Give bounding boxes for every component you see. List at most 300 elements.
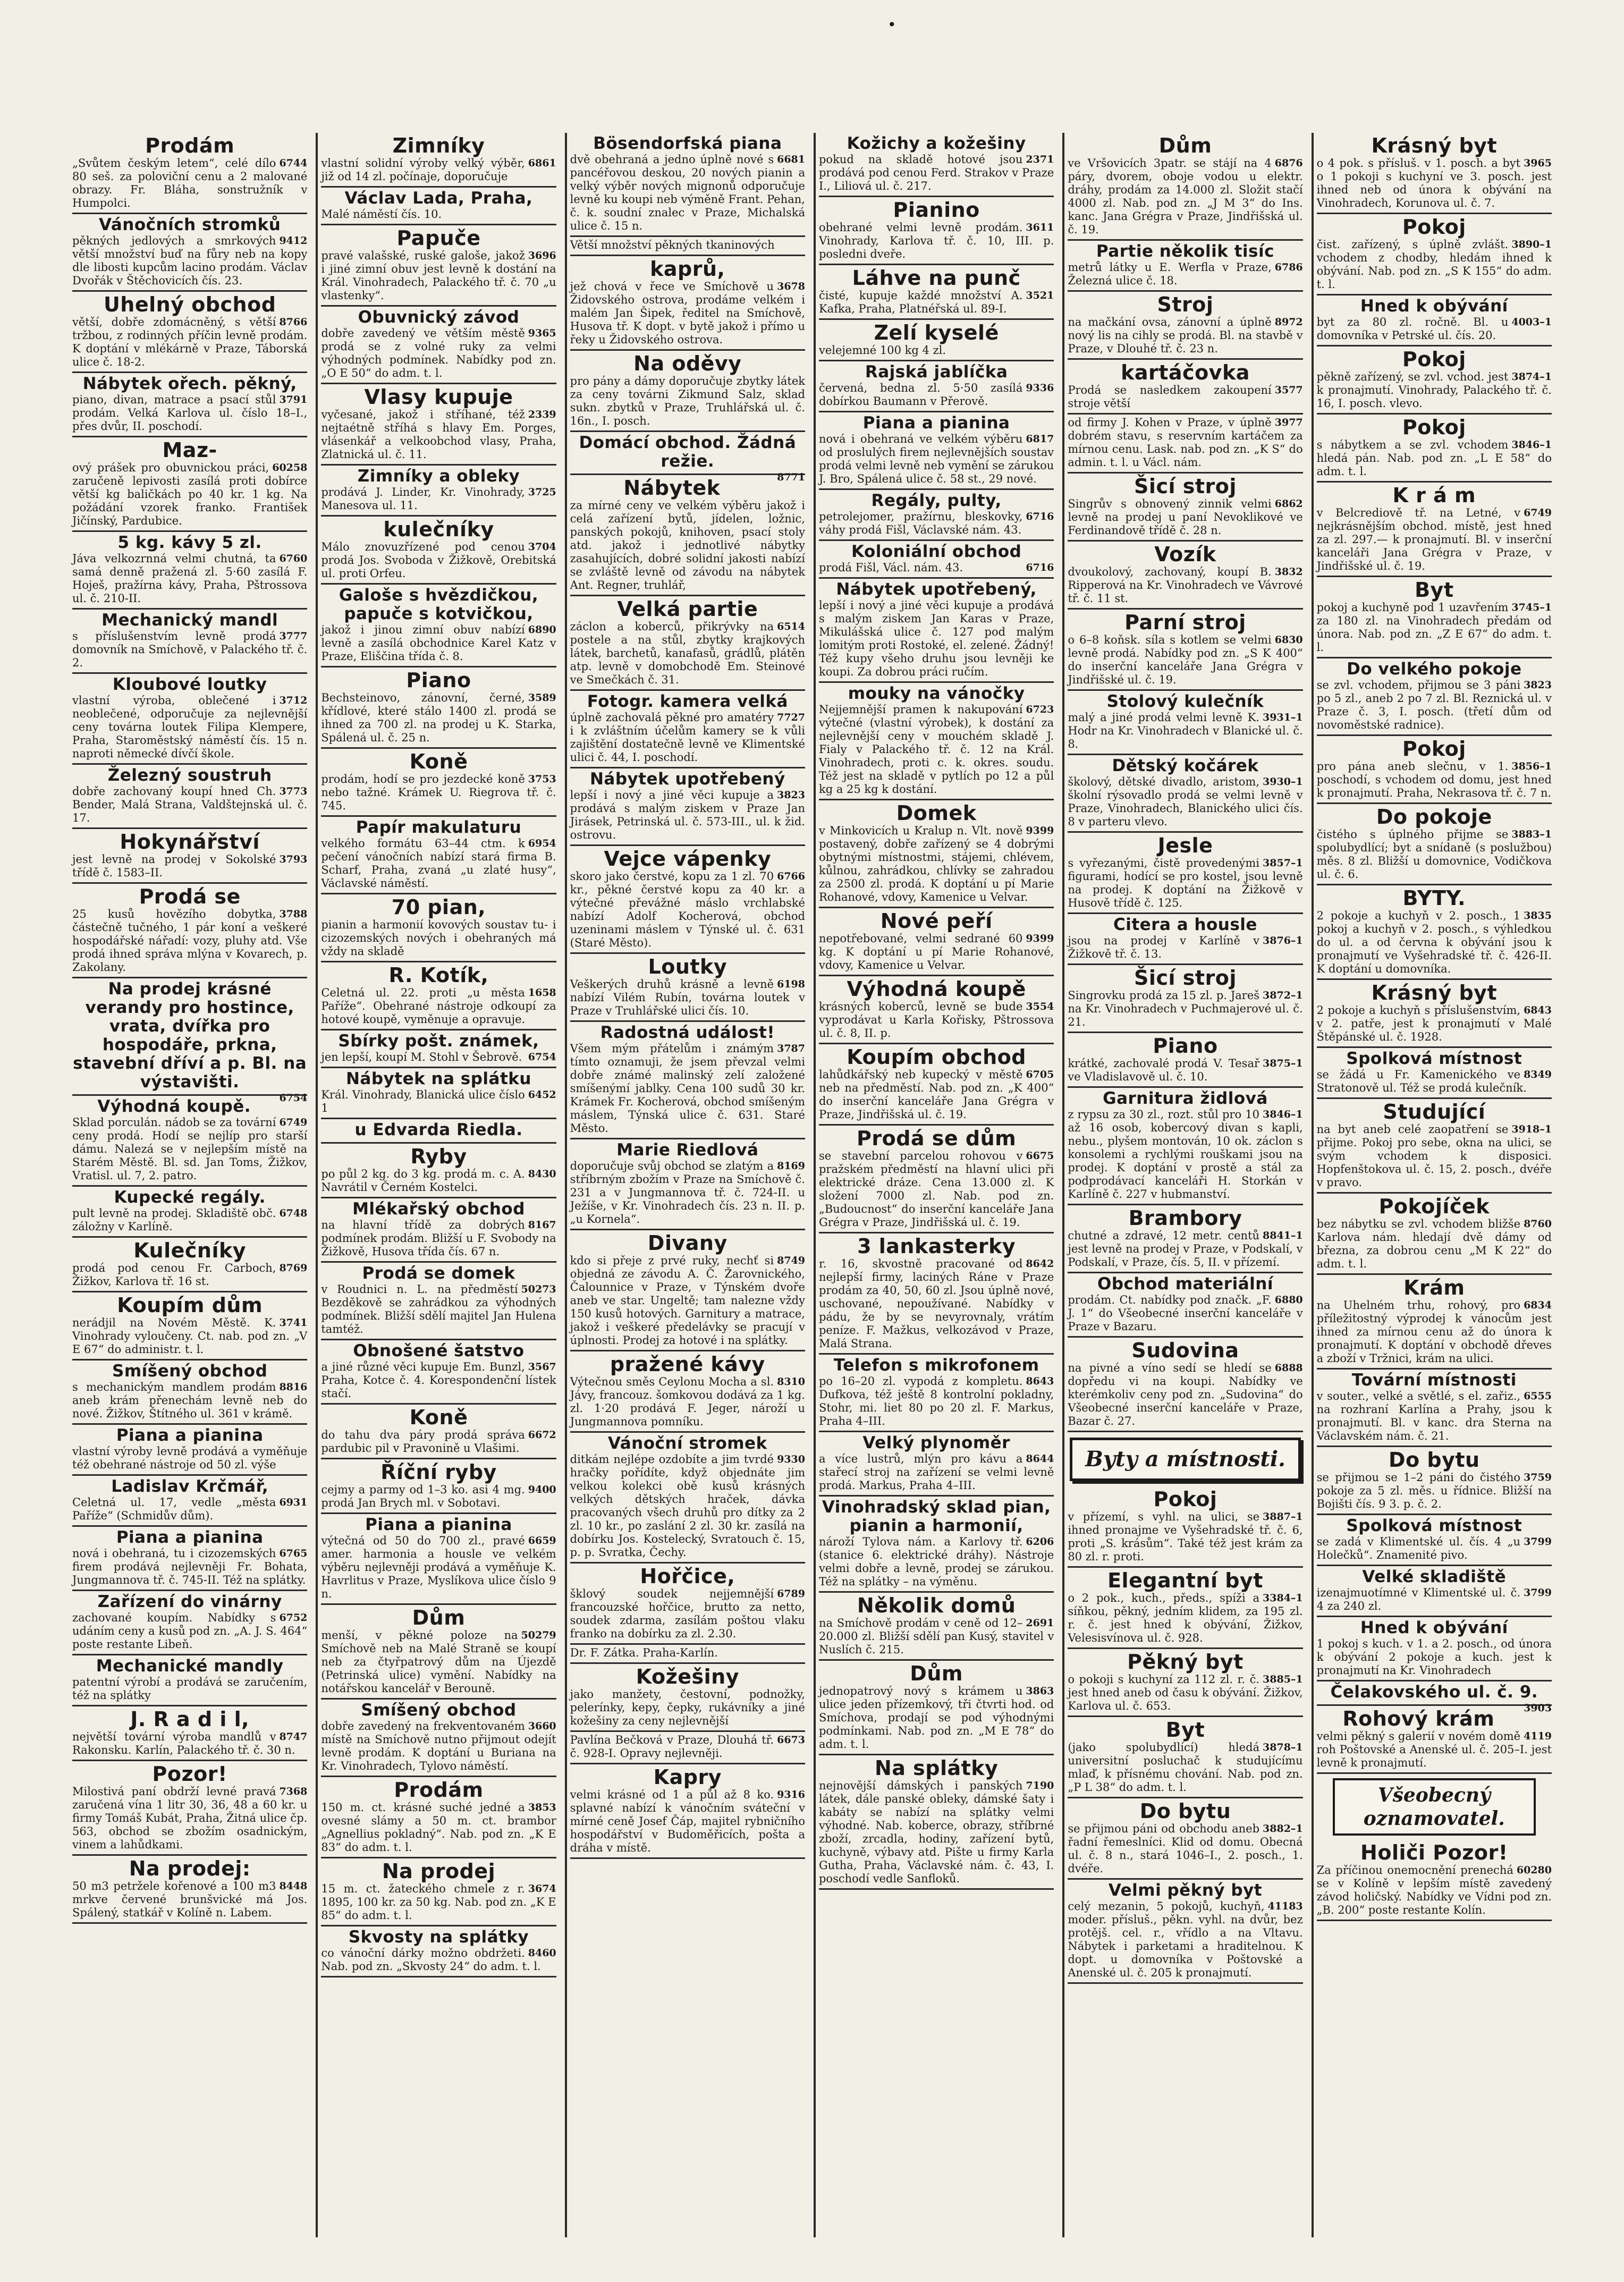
ad-body: Málo znovuzřízené pod cenou prodá Jos. Svoboda v Žižkově, Orebitská ul. proti Orfeu. bbox=[321, 540, 556, 580]
ad-body-paragraph bbox=[819, 932, 1054, 972]
ad-heading: Rajská jablíčka bbox=[865, 362, 1008, 382]
ad-body: 15 m. ct. žateckého chmele z r. 1895, 100 kr. za 50 kg. Nab. pod zn. „K E 85“ do adm. t. l. bbox=[321, 1882, 556, 1922]
classified-ad bbox=[1068, 1568, 1302, 1649]
classified-ad bbox=[819, 197, 1054, 265]
ad-body: Výtečnou směs Ceylonu Mocha a sl. Jávy, francouz. šomkovou dodává za 1 kg. zl. 1·20 prodává F. Jeger, nároží u Jungmannova pomníku. bbox=[570, 1375, 805, 1428]
ad-reference-number: 3977 bbox=[1274, 417, 1303, 428]
classified-ad bbox=[72, 765, 307, 829]
column-6 bbox=[1312, 133, 1555, 2237]
ad-reference-number: 3823 bbox=[777, 789, 805, 801]
ad-body: jest levně na prodej v Sokolské třídě č. 1583–II. bbox=[72, 853, 276, 879]
classified-ad bbox=[1068, 241, 1302, 292]
ad-heading: Piano bbox=[406, 669, 471, 692]
classified-ad bbox=[72, 978, 308, 1104]
ad-reference-number: 3890–1 bbox=[1511, 239, 1552, 250]
column-3 bbox=[565, 133, 808, 2237]
page-mark: • bbox=[887, 16, 896, 33]
classified-ad bbox=[72, 610, 307, 674]
ad-body: čist. zařízený, s úplně zvlášt. vchodem z chodby, hledám ihned k obývání. Nab. pod zn. „S K 155“ do adm. t. l. bbox=[1316, 238, 1552, 291]
classified-ad bbox=[72, 1527, 307, 1591]
ad-heading: Vejce vápenky bbox=[604, 847, 772, 870]
ad-body: na hlavní třídě za dobrých podmínek prodám. Bližší u F. Svobody na Žižkově, Husova třída čís. 67 n. bbox=[321, 1219, 556, 1258]
ad-body-paragraph bbox=[72, 853, 307, 880]
ad-reference-number: 8643 bbox=[1026, 1375, 1054, 1387]
classified-ad bbox=[1317, 736, 1552, 804]
ad-heading: Do bytu bbox=[1389, 1448, 1480, 1472]
classified-ad bbox=[1068, 360, 1302, 415]
classified-ad bbox=[570, 1351, 805, 1433]
ad-body-paragraph bbox=[1068, 1822, 1302, 1875]
ad-heading: Brambory bbox=[1128, 1206, 1242, 1230]
ad-reference-number: 2371 bbox=[1026, 154, 1054, 165]
classified-ad bbox=[570, 237, 805, 256]
ad-body: jež chová v řece ve Smíchově u Židovského ostrova, prodáme velkém i malém Jan Šipek, ředitel na Smíchově, Husova tř. K dopt. v bytě jakož i přímo u řeky u Židovského ostrova. bbox=[570, 280, 805, 346]
ad-body-paragraph bbox=[570, 153, 805, 233]
classified-ad bbox=[1317, 1706, 1552, 1774]
section-banner-byty: Byty a místnosti. bbox=[1070, 1438, 1300, 1481]
classified-ad bbox=[819, 490, 1054, 541]
ad-heading: Nábytek bbox=[623, 476, 721, 500]
ad-body: se přijmou se 1–2 páni do čistého pokoje za 5 zl. měs. u řídnice. Bližší na Bojišti čís. 9 3. p. č. 2. bbox=[1316, 1471, 1552, 1510]
column-2 bbox=[316, 133, 559, 2237]
classified-ad bbox=[1317, 133, 1552, 214]
ad-body-paragraph bbox=[1317, 1123, 1552, 1189]
ad-heading: Několik domů bbox=[857, 1594, 1016, 1617]
ad-reference-number: 6789 bbox=[777, 1588, 805, 1600]
ad-body: 2 pokoje a kuchyň v 2. posch., 1 pokoj a kuchyň v 2. posch., s výhledkou do ul. a od června k obývání jsou k pronajmutí ve Vyšehradské tř. č. 426-II. K doptání u domovníka. bbox=[1316, 909, 1552, 975]
ad-body-paragraph bbox=[321, 1429, 556, 1455]
classified-ad bbox=[1068, 965, 1302, 1033]
ad-body: červená, bedna zl. 5·50 zasílá dobírkou Baumann v Přerově. bbox=[818, 382, 1023, 408]
ad-body-paragraph bbox=[1068, 633, 1302, 687]
classified-ad bbox=[321, 225, 556, 307]
ad-reference-number: 3577 bbox=[1274, 384, 1303, 396]
ad-heading: Tovární místnosti bbox=[1351, 1371, 1517, 1390]
classified-ad bbox=[1068, 415, 1302, 474]
classified-ad bbox=[1068, 1033, 1302, 1088]
ad-heading: Nábytek na splátku bbox=[345, 1069, 531, 1088]
ad-body: úplně zachovalá pěkné pro amatéry i k zvláštním účelům kamery se k vůli zajištění dostatečně levně ve Klimentské ulici č. 44, I. poschodí. bbox=[570, 711, 805, 764]
ad-body-paragraph bbox=[819, 1068, 1054, 1121]
ad-reference-number: 8167 bbox=[528, 1219, 556, 1231]
ad-reference-number: 3777 bbox=[279, 630, 308, 642]
ad-heading: Obuvnický závod bbox=[358, 308, 520, 327]
ad-body-paragraph bbox=[321, 540, 556, 580]
classified-ad bbox=[321, 1700, 556, 1777]
ad-body: o 6–8 koňsk. síla s kotlem se velmi levně prodá. Nabídky pod zn. „S K 400“ do inserční kanceláře Jana Grégra v Jindřišské ul. č. 19. bbox=[1068, 633, 1303, 686]
ad-reference-number: 6675 bbox=[1026, 1150, 1054, 1162]
ad-reference-number: 8760 bbox=[1524, 1218, 1552, 1230]
ad-reference-number: 6673 bbox=[777, 1734, 805, 1746]
ad-reference-number: 3787 bbox=[777, 1043, 805, 1054]
ad-body-paragraph bbox=[1068, 1741, 1302, 1794]
ad-reference-number: 6843 bbox=[1524, 1004, 1552, 1016]
ad-reference-number: 6766 bbox=[777, 870, 805, 882]
ad-heading: Šicí stroj bbox=[1134, 475, 1237, 498]
ad-body-paragraph bbox=[72, 1785, 307, 1852]
ad-body-paragraph bbox=[819, 221, 1054, 261]
ad-heading: Šicí stroj bbox=[1134, 966, 1237, 990]
ad-body-paragraph bbox=[1317, 1004, 1552, 1044]
ad-heading: Nábytek upotřebený bbox=[589, 770, 785, 789]
ad-heading: Stroj bbox=[1157, 293, 1214, 316]
classified-ad bbox=[819, 361, 1054, 412]
classified-ad bbox=[819, 908, 1054, 976]
ad-heading: Vánoční stromek bbox=[607, 1434, 767, 1453]
classified-ad bbox=[1317, 346, 1552, 415]
ad-heading: Citera a housle bbox=[1113, 915, 1257, 934]
ad-heading: Ladislav Krčmář, bbox=[111, 1477, 269, 1496]
ad-body-paragraph bbox=[321, 1801, 556, 1854]
ad-reference-number: 60280 bbox=[1516, 1864, 1552, 1876]
ad-body-paragraph bbox=[1317, 828, 1552, 881]
ad-reference-number: 3883–1 bbox=[1511, 829, 1552, 840]
ad-heading: Pokojíček bbox=[1378, 1195, 1490, 1218]
classified-ad bbox=[72, 1655, 307, 1706]
ad-body-paragraph bbox=[1317, 1730, 1552, 1770]
ad-heading: Hned k obývání bbox=[1360, 1618, 1508, 1637]
ad-body-paragraph bbox=[72, 1496, 307, 1523]
ad-heading: Uhelný obchod bbox=[103, 293, 276, 316]
ad-body-paragraph bbox=[321, 1168, 556, 1194]
ad-heading: Pokoj bbox=[1402, 348, 1466, 371]
ad-reference-number: 3872–1 bbox=[1263, 990, 1303, 1001]
classified-ad bbox=[1068, 474, 1302, 542]
ad-heading: Domek bbox=[896, 801, 977, 825]
ad-body-paragraph bbox=[1068, 1294, 1302, 1333]
ad-body: na pivné a víno sedí se hledí se dopředu vi na koupi. Nabídky ve kterémkoliv ceny pod zn. „Sudovina“ do Všeobecné inserční kanceláře v Praze, Bazar č. 27. bbox=[1068, 1362, 1303, 1427]
classified-ad bbox=[570, 1664, 805, 1732]
ad-body: nová i obehraná ve velkém výběru od proslulých firem nejlevnějších soustav prodá velmi levně neb vymění se zárukou J. Bro, Spálená ulice č. 58 st., 29 nové. bbox=[818, 433, 1054, 485]
classified-ad bbox=[819, 579, 1054, 683]
ad-reference-number: 9400 bbox=[528, 1484, 556, 1495]
ad-body-paragraph bbox=[72, 694, 307, 760]
ad-body-paragraph bbox=[819, 433, 1054, 486]
ad-reference-number: 6748 bbox=[279, 1207, 308, 1219]
ad-reference-number: 3875–1 bbox=[1263, 1058, 1303, 1069]
ad-reference-number: 6749 bbox=[279, 1117, 308, 1128]
ad-body: v Roudnici n. L. na předměstí Bezděkově se zahrádkou za výhodných podmínek. Bližší sdělí majitel Jan Hulena tamtéž. bbox=[321, 1283, 556, 1336]
classified-ad bbox=[72, 1591, 307, 1655]
ad-body: „Svůtem českým letem“, celé dílo 80 seš. za poloviční cenu a 2 malované obrazy. Fr. Bláha, sonstružník v Humpolci. bbox=[72, 157, 308, 209]
ad-body-paragraph bbox=[321, 1882, 556, 1922]
classified-ad bbox=[321, 307, 556, 384]
ad-body: ve Vršovicích 3patr. se stájí na 4 páry, dvorem, oboje vodou u elektr. dráhy, prodám za 14.000 zl. Složit stačí 4000 zl. Nab. pod zn. „J M 3“ do Ins. kanc. Jana Grégra v Praze, Jindřišská ul. č. 19. bbox=[1068, 157, 1303, 236]
ad-body-paragraph bbox=[321, 1483, 556, 1510]
ad-reference-number: 3745–1 bbox=[1511, 602, 1552, 613]
ad-body: pravé valašské, ruské galoše, jakož i jiné zimní obuv jest levně k dostání na Král. Vinohradech, Palackého tř. č. 70 „u vlastenky“. bbox=[321, 249, 556, 302]
ad-body: prodá Fišl, Václ. nám. 43. bbox=[818, 561, 963, 574]
classified-ad bbox=[321, 1926, 556, 1977]
ad-reference-number: 9316 bbox=[777, 1789, 805, 1801]
ad-reference-number: 3863 bbox=[1026, 1685, 1054, 1697]
ad-body: nerádjil na Novém Městě. K. Vinohrady vyloučeny. Ct. nab. pod zn. „V E 67“ do administr. t. l. bbox=[72, 1316, 308, 1356]
ad-body-paragraph bbox=[1317, 1390, 1552, 1443]
classified-ad bbox=[72, 1425, 307, 1476]
ad-body-paragraph bbox=[321, 918, 556, 958]
ad-reference-number: 3741 bbox=[279, 1317, 308, 1329]
ad-body-paragraph bbox=[819, 1617, 1054, 1656]
ad-body: kdo si přeje z prvé ruky, nechť si objedná ze závodu A. Č. Žarovnického, Čalounnice v Praze, v Týnském dvoře aneb ve star. Ungeltě; tam nalezne vždy 150 kusů hotových. Garnitury a matrace, jakož i veškeré předelávky se pracují v úplnosti. Prodej za hotové i na splátky. bbox=[570, 1254, 805, 1347]
ad-body-paragraph bbox=[1068, 497, 1302, 537]
classified-ad bbox=[72, 1856, 307, 1924]
ad-reference-number: 3554 bbox=[1026, 1001, 1054, 1012]
classified-ad bbox=[1317, 1840, 1552, 1921]
ad-body: prodám. Ct. nabídky pod značk. „F. J. 1“ do Všeobecné inserční kanceláře v Praze v Bazaru. bbox=[1068, 1294, 1303, 1333]
ad-body-paragraph bbox=[321, 986, 556, 1026]
ad-body: chutné a zdravé, 12 metr. centů jest levně na prodej v Praze, v Podskalí, v Podskalí, v Praze, čís. 5, II. v přízemí. bbox=[1068, 1229, 1303, 1269]
ad-reference-number: 9330 bbox=[777, 1453, 805, 1465]
classified-ad bbox=[321, 1030, 556, 1068]
ad-heading: Vlasy kupuje bbox=[364, 385, 513, 409]
ad-columns bbox=[69, 133, 1555, 2237]
ad-body-paragraph bbox=[72, 785, 307, 825]
column-1 bbox=[69, 133, 310, 2237]
ad-body-paragraph bbox=[1068, 1229, 1302, 1269]
ad-body: na mačkání ovsa, zánovní a úplně nový lis na cihly se prodá. Bl. na stavbě v Praze, v Dlouhé tř. č. 23 n. bbox=[1068, 316, 1303, 355]
ad-body: pro pána aneb slečnu, v 1. poschodí, s vchodem od domu, jest hned k pronajmutí. Praha, Nekrasova tř. č. 7 n. bbox=[1316, 760, 1552, 799]
ad-body: nová i obehraná, tu i cizozemských firem prodává nejlevněji Fr. Bohata, Jungmannova tř. č. 745-II. Též na splátky. bbox=[72, 1547, 308, 1586]
ad-reference-number: 3793 bbox=[279, 853, 308, 865]
ad-reference-number: 8310 bbox=[777, 1376, 805, 1388]
ad-body: co vánoční dárky možno obdržeti. Nab. pod zn. „Skvosty 24“ do adm. t. l. bbox=[321, 1947, 541, 1973]
ad-body-paragraph bbox=[570, 1254, 805, 1347]
classified-ad bbox=[1317, 658, 1552, 736]
classified-ad bbox=[1317, 1447, 1552, 1515]
ad-body: velkého formátu 63–44 ctm. k pečení vánočních nabízí stará firma B. Scharf, Praha, zvaná „u zlaté husy“, Václavské náměstí. bbox=[321, 837, 556, 890]
ad-heading: Pokoj bbox=[1402, 416, 1466, 439]
ad-body: ditkám nejlépe ozdobíte a jim tvrdé hračky pořídíte, když objednáte jim velkou kolekci obě kusů krásných velkých dětských hraček, dávka pracovaných všech druhů pro dítky za 2 zl. 10 kr., po zaslání 2 zl. 30 kr. zasílá na dobírku Jos. Kostelecký, Svratouch č. 15, p. p. Svratka, Čechy. bbox=[570, 1453, 805, 1559]
ad-body-paragraph bbox=[1317, 316, 1552, 342]
ad-body-paragraph bbox=[819, 1000, 1054, 1040]
ad-heading: Hořčice, bbox=[640, 1565, 735, 1588]
ad-reference-number: 3878–1 bbox=[1263, 1742, 1303, 1753]
ad-body: pěkných jedlových a smrkových větší množství buď na fůry neb na kopy dle libosti kupcům lacino prodám. Václav Dvořák v Štěchovicích čís. 23. bbox=[72, 234, 308, 287]
ad-body: lepší i nový a jiné věci kupuje a prodává s malým ziskem v Praze Jan Jirásek, Petrinská ul. č. 573-III., ul. k žid. ostrovu. bbox=[570, 789, 805, 841]
ad-heading: Bösendorfská piana bbox=[593, 134, 782, 153]
classified-ad bbox=[819, 1126, 1054, 1233]
ad-reference-number: 41183 bbox=[1267, 1900, 1303, 1912]
classified-ad bbox=[1317, 577, 1552, 658]
ad-body: pult levně na prodej. Skladiště obč. záložny v Karlíně. bbox=[72, 1207, 276, 1233]
ad-body-paragraph bbox=[819, 1452, 1054, 1492]
ad-body: prodává J. Linder, Kr. Vinohrady, Manesova ul. 11. bbox=[321, 486, 525, 512]
ad-body-paragraph bbox=[72, 908, 307, 974]
ad-body: Za příčinou onemocnění prenechá se v Kolíně v lepším místě zavedený závod holičský. Nabídky ve Vídni pod zn. „B. 200“ poste restante Kolín. bbox=[1316, 1864, 1552, 1916]
ad-body-paragraph bbox=[321, 408, 556, 461]
ad-reference-number: 6514 bbox=[777, 621, 805, 632]
classified-ad bbox=[72, 214, 307, 292]
ad-heading: Spolková místnost bbox=[1346, 1049, 1522, 1068]
ad-body: po půl 2 kg. do 3 kg. prodá m. c. A. Navrátil v Černém Kostelci. bbox=[321, 1168, 525, 1194]
ad-reference-number: 6723 bbox=[1026, 704, 1054, 715]
classified-ad bbox=[570, 1563, 805, 1645]
ad-body: malý a jiné prodá velmi levně K. Hodr na Kr. Vinohradech v Blanické ul. č. 8. bbox=[1068, 711, 1303, 750]
ad-body: vlastní solidní výroby velký výběr, již od 14 zl. počínaje, doporučuje bbox=[321, 157, 525, 183]
ad-body: na Smíchově prodám v ceně od 12–20.000 zl. Bližší sdělí pan Kusý, stavitel v Nuslích č. 215. bbox=[818, 1617, 1054, 1656]
ad-heading: Prodá se dům bbox=[857, 1127, 1017, 1150]
ad-body: v Minkovicích u Kralup n. Vlt. nově postavený, dobře zařízený se 4 dobrými obytnými místnostmi, stájemi, chlévem, kůlnou, zahrádkou, chlívky se zahradou za 2500 zl. prodá. K doptání u pí Marie Rohanové, vdovy, Kamenice u Velvar. bbox=[818, 824, 1054, 903]
ad-body-paragraph bbox=[1068, 316, 1302, 356]
classified-ad bbox=[321, 1340, 556, 1405]
ad-heading: Obnošené šatstvo bbox=[353, 1341, 525, 1360]
ad-heading: Loutky bbox=[648, 955, 728, 978]
ad-reference-number: 6880 bbox=[1274, 1294, 1303, 1306]
ad-reference-number: 6888 bbox=[1274, 1362, 1303, 1374]
ad-heading: Partie několik tisíc bbox=[1096, 242, 1275, 261]
ad-body-paragraph bbox=[72, 630, 307, 670]
classified-ad bbox=[1317, 980, 1552, 1048]
ad-body-paragraph bbox=[1068, 261, 1302, 288]
ad-body-paragraph bbox=[321, 1051, 556, 1064]
ad-body: o 4 pok. s přísluš. v 1. posch. a byt o 1 pokoji s kuchyní ve 3. posch. jest ihned neb od února k obývání na Vinohradech, Korunova ul. č. 7. bbox=[1316, 157, 1552, 209]
ad-heading: Holiči Pozor! bbox=[1360, 1841, 1508, 1864]
ad-body: z rypsu za 30 zl., rozt. stůl pro 10 až 16 osob, kobercový divan s kapli, nebu., plyšem montován, 10 ok. záclon s konsolemi a rychlými rouškami jsou na prodej. K doptání v prostě a stál za podprodávací kanceláři H. Storkán v Karlíně č. 227 v hubmanství. bbox=[1068, 1108, 1303, 1201]
ad-heading: Vánočních stromků bbox=[99, 215, 281, 234]
ad-heading: Nábytek upotřebený, bbox=[836, 580, 1037, 599]
ad-reference-number: 3611 bbox=[1026, 222, 1054, 233]
ad-body-paragraph bbox=[72, 461, 307, 528]
ad-heading: Krásný byt bbox=[1371, 981, 1498, 1004]
ad-body: větší, dobře zdomácněný, s větší tržbou, z rodinných příčin levně prodám. K doptání v mlékárně v Praze, Táborská ulice č. 18-2. bbox=[72, 316, 308, 368]
classified-ad bbox=[819, 1593, 1054, 1661]
classified-ad bbox=[570, 256, 805, 351]
ad-heading: Rohový krám bbox=[1342, 1707, 1495, 1730]
ad-reference-number: 1658 bbox=[528, 987, 556, 999]
ad-body-paragraph bbox=[1317, 1471, 1552, 1511]
classified-ad bbox=[321, 1198, 556, 1263]
classified-ad bbox=[321, 1514, 556, 1605]
ad-body: nejnovější dámských i panských látek, dále panské obleky, dámské šaty i kabáty se nabízí na splátky velmi výhodné. Nab. koberce, obrazy, stříbrné zboží, zrcadla, hodiny, zařízení bytů, kuchyně, výbavy atd. Pište u firmy Karla Gutha, Praha, Václavské nám. č. 43, I. poschodí vedle Sanfloků. bbox=[818, 1779, 1054, 1885]
classified-ad bbox=[321, 1605, 556, 1700]
ad-body: dvě obehraná a jedno úplně nové s pancéřovou deskou, 20 nových pianin a velký výběr nových mignonů odporučuje levně ku koupi neb výměně Frant. Pehan, č. k. soudní znalec v Praze, Michalská ulice č. 15 n. bbox=[570, 153, 805, 232]
ad-heading: Pokoj bbox=[1153, 1487, 1217, 1511]
ad-body: dvoukolový, zachovaný, koupí B. Ripperová na Kr. Vinohradech ve Vávrové tř. č. 11 st. bbox=[1068, 565, 1303, 605]
ad-heading: Krám bbox=[1403, 1276, 1465, 1299]
ad-body-paragraph bbox=[1317, 1535, 1552, 1562]
ad-reference-number: 8169 bbox=[777, 1160, 805, 1172]
classified-ad bbox=[819, 541, 1054, 579]
ad-body: s mechanickým mandlem prodám aneb krám přenechám levně neb do nové. Žižkov, Štítného ul. 361 v krámě. bbox=[72, 1381, 308, 1420]
column-4 bbox=[814, 133, 1057, 2237]
ad-body: pokud na skladě hotové jsou prodává pod cenou Ferd. Strakov v Praze I., Liliová ul. č. 217. bbox=[818, 153, 1054, 192]
classified-ad bbox=[321, 1405, 556, 1459]
classified-ad bbox=[819, 976, 1054, 1044]
ad-reference-number: 3384–1 bbox=[1263, 1592, 1303, 1604]
ad-body-paragraph bbox=[570, 1160, 805, 1226]
ad-reference-number: 6834 bbox=[1524, 1299, 1552, 1311]
ad-body: lepší i nový a jiné věci kupuje a prodává s malým ziskem Jan Karas v Praze, Mikulášská ulice č. 127 pod malým lomitým proti Rostoké, el. zelené. Žádný! Též kupy všeho druhu jsou levněji ke koupi. Za dobrou práci ručím. bbox=[818, 599, 1054, 678]
ad-heading: Jesle bbox=[1157, 834, 1213, 857]
ad-reference-number: 6752 bbox=[279, 1612, 308, 1624]
ad-reference-number: 3674 bbox=[528, 1883, 556, 1895]
ad-heading: Ryby bbox=[410, 1145, 467, 1168]
ad-body: od firmy J. Kohen v Praze, v úplně dobrém stavu, s reservním kartáčem za mírnou cenu. Lask. nab. pod zn. „K S“ do admin. t. l. u Václ. nám. bbox=[1068, 416, 1303, 469]
ad-heading: Pokoj bbox=[1402, 215, 1466, 239]
ad-body: 1 pokoj s kuch. v 1. a 2. posch., od února k obývání 2 pokoje a kuch. jest k pronajmutí na Kr. Vinohradech bbox=[1316, 1637, 1552, 1677]
ad-heading: 70 pian, bbox=[391, 895, 486, 919]
ad-body-paragraph bbox=[1068, 989, 1302, 1029]
ad-reference-number: 9399 bbox=[1026, 933, 1054, 944]
ad-body: se zvl. vchodem, přijmou se 3 páni po 5 zl., aneb 2 po 7 zl. Bl. Reznická ul. v Praze č. 3, I. posch. (třetí dům od novoměstské radnice). bbox=[1316, 679, 1552, 731]
ad-heading: Papuče bbox=[396, 226, 481, 250]
ad-body-paragraph bbox=[321, 208, 556, 221]
ad-body: jen lepší, koupí M. Stohl v Šebrově. bbox=[321, 1051, 522, 1063]
ad-heading: Piana a pianina bbox=[116, 1528, 264, 1547]
ad-body: izenajmuotímné v Klimentské ul. č. 4 za 240 zl. bbox=[1316, 1586, 1521, 1612]
ad-body-paragraph bbox=[570, 499, 805, 592]
classified-ad bbox=[1317, 1370, 1552, 1447]
ad-heading: Obchod materiální bbox=[1097, 1274, 1273, 1294]
ad-body: jako manžety, čestovní, podnožky, pelerínky, kepy, čepky, rukávníky a jiné kožešiny za ceny nejlevnější bbox=[570, 1688, 805, 1727]
ad-body-paragraph bbox=[72, 1445, 307, 1472]
ad-heading: Dům bbox=[412, 1606, 466, 1629]
ad-heading: Koupím obchod bbox=[847, 1045, 1026, 1069]
ad-heading: kaprů, bbox=[650, 257, 725, 281]
classified-ad bbox=[819, 133, 1054, 197]
ad-reference-number: 8430 bbox=[528, 1168, 556, 1180]
classified-ad bbox=[819, 1755, 1054, 1890]
ad-body-paragraph bbox=[819, 561, 1054, 574]
ad-reference-number: 6555 bbox=[1524, 1390, 1552, 1402]
ad-body-paragraph bbox=[1068, 1900, 1302, 1980]
ad-body-paragraph bbox=[819, 382, 1054, 408]
ad-heading: 5 kg. kávy 5 zl. bbox=[117, 533, 262, 552]
classified-ad bbox=[1317, 1515, 1552, 1566]
ad-body-paragraph bbox=[1317, 601, 1552, 654]
classified-ad bbox=[1068, 1338, 1302, 1432]
ad-body: velmi krásné od 1 a půl až 8 ko. splavné nabízí k vánočním sváteční v mírné ceně Josef Čáp, majitel rybničního hospodářství v Budoměřicích, pošta a dráha v místě. bbox=[570, 1788, 805, 1854]
classified-ad bbox=[1317, 1048, 1552, 1099]
ad-body-paragraph bbox=[1068, 384, 1302, 410]
ad-reference-number: 3874–1 bbox=[1511, 371, 1552, 383]
ad-reference-number: 3835 bbox=[1524, 910, 1552, 922]
ad-reference-number: 3660 bbox=[528, 1720, 556, 1732]
ad-reference-number: 3712 bbox=[279, 695, 308, 706]
ad-heading: Zimníky a obleky bbox=[357, 467, 520, 486]
ad-body-paragraph bbox=[1317, 1637, 1552, 1677]
ad-heading: Láhve na punč bbox=[852, 266, 1021, 290]
ad-heading: Piana a pianina bbox=[862, 413, 1010, 433]
ad-body-paragraph bbox=[321, 486, 556, 512]
ad-reference-number: 3903 bbox=[1524, 1702, 1552, 1714]
ad-reference-number: 50273 bbox=[521, 1283, 556, 1295]
ad-reference-number: 3832 bbox=[1274, 566, 1303, 578]
ad-heading: Sbírky pošt. známek, bbox=[338, 1032, 539, 1051]
ad-reference-number: 7727 bbox=[777, 712, 805, 723]
ad-heading: Hokynářství bbox=[120, 830, 260, 853]
ad-body-paragraph bbox=[1317, 679, 1552, 732]
ad-body-paragraph bbox=[1317, 438, 1552, 478]
ad-heading: Studující bbox=[1383, 1100, 1486, 1123]
ad-heading: mouky na vánočky bbox=[848, 684, 1025, 703]
ad-body-paragraph bbox=[570, 1453, 805, 1559]
ad-body-paragraph bbox=[1068, 1673, 1302, 1713]
ad-heading: Hned k obývání bbox=[1360, 297, 1508, 316]
ad-reference-number: 9412 bbox=[279, 235, 308, 247]
ad-body-paragraph bbox=[819, 1375, 1054, 1428]
classified-ad bbox=[570, 1764, 805, 1859]
ad-body-paragraph bbox=[570, 239, 805, 252]
ad-reference-number: 3791 bbox=[279, 394, 308, 405]
classified-ad bbox=[570, 432, 805, 483]
ad-reference-number: 8642 bbox=[1026, 1258, 1054, 1270]
ad-body-paragraph bbox=[321, 1283, 556, 1336]
ad-reference-number: 3887–1 bbox=[1263, 1511, 1303, 1523]
ad-heading: Mechanický mandl bbox=[102, 611, 278, 630]
classified-ad bbox=[72, 1238, 307, 1292]
ad-body-paragraph bbox=[1068, 934, 1302, 961]
